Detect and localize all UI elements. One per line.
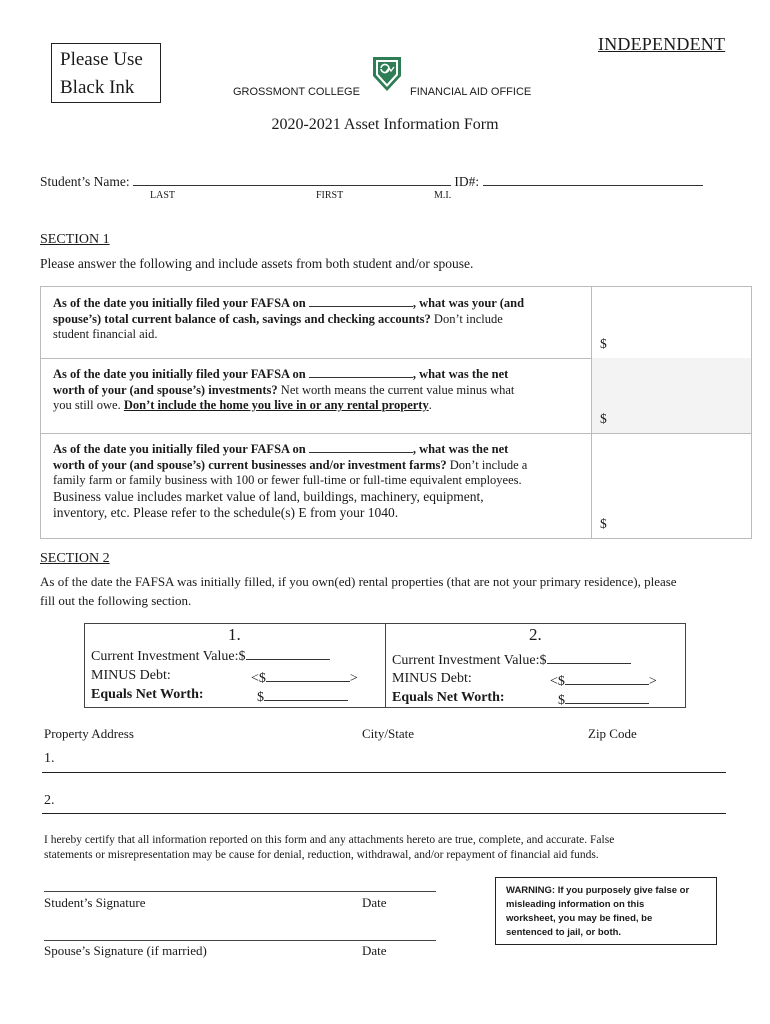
warning-box: WARNING: If you purposely give false or misleading information on this worksheet, you may be fined, be sentenced to jail, or both. [495,877,717,945]
current-investment-label: Current Investment Value:$ [91,646,330,665]
currency-symbol: $ [600,516,607,531]
net-worth-field[interactable]: $ [558,690,649,709]
question-business: As of the date you initially filed your FAFSA on , what was the net worth of your (and spouse’s) current businesses and/or investment farms? Don’t include a family farm or family business with 100 or fewer full-time or full-time equivalent employees. Business value includes market value of land, buildings, machinery, equipment, inventory, etc. Please refer to the schedule(s) E from your 1040. [53,442,528,520]
student-name-label: Student’s Name: [40,174,130,189]
student-id-field[interactable] [483,172,703,186]
current-investment-label: Current Investment Value:$ [392,650,631,669]
currency-symbol: $ [600,336,607,351]
property-2-values [385,624,686,707]
answer-investments-field[interactable] [591,358,751,433]
address-row-number: 1. [44,751,55,766]
rental-property-values-table [84,623,686,708]
certification-statement: I hereby certify that all information reported on this form and any attachments hereto are true, complete, and accurate. False statements or misrepresentation may be cause for denial, reduction, withdrawal, and/or repayment of financial aid funds. [44,834,615,861]
section1-heading: SECTION 1 [40,232,110,247]
property-address-header: Property Address [44,726,134,741]
name-sub-first: FIRST [316,190,344,201]
minus-debt-label: MINUS Debt: [392,671,472,686]
grossmont-college-shield-icon [372,56,402,92]
student-info-row [40,172,703,190]
address-row-number: 2. [44,793,55,808]
address-row-2-field[interactable] [42,812,726,814]
student-status-heading: INDEPENDENT [598,34,726,54]
student-signature-label: Student’s Signature [44,895,146,910]
student-signature-field[interactable] [44,890,436,892]
current-investment-field[interactable] [246,646,330,660]
answer-business-field[interactable] [591,433,751,538]
section2-intro-line1: As of the date the FAFSA was initially filled, if you own(ed) rental properties (that are not your primary residence), please [40,574,677,589]
currency-symbol: $ [600,411,607,426]
black-ink-notice [51,43,161,103]
current-investment-field[interactable] [547,650,631,664]
name-sub-mi: M.I. [434,190,452,201]
spouse-signature-field[interactable] [44,939,436,941]
section2-heading: SECTION 2 [40,551,110,566]
net-worth-label: Equals Net Worth: [91,687,204,702]
section1-intro: Please answer the following and include assets from both student and/or spouse. [40,256,474,271]
net-worth-label: Equals Net Worth: [392,690,505,705]
property-1-values [85,624,385,707]
student-date-label: Date [362,895,387,910]
name-sub-last: LAST [150,190,175,201]
answer-cash-field[interactable] [591,287,751,358]
ink-notice-line2: Black Ink [60,77,135,98]
section1-asset-table [40,286,752,539]
spouse-date-label: Date [362,943,387,958]
net-worth-field[interactable]: $ [257,687,348,706]
form-title: 2020-2021 Asset Information Form [271,116,499,133]
question-row-business [41,433,751,538]
address-row-1-field[interactable] [42,771,726,773]
section2-intro-line2: fill out the following section. [40,593,192,608]
minus-debt-label: MINUS Debt: [91,668,171,683]
property-number: 1. [228,625,241,644]
student-name-field[interactable] [133,172,451,186]
student-id-label: ID#: [454,174,480,189]
spouse-signature-label: Spouse’s Signature (if married) [44,943,207,958]
question-row-cash [41,287,751,359]
city-state-header: City/State [362,726,414,741]
question-investments: As of the date you initially filed your FAFSA on , what was the net worth of your (and spouse’s) investments? Net worth means the current value minus what you still owe. Don’t include the home you live in or any rental property. [53,367,515,412]
property-number: 2. [529,625,542,644]
zip-code-header: Zip Code [588,726,637,741]
office-name: FINANCIAL AID OFFICE [410,86,532,98]
college-name: GROSSMONT COLLEGE [233,86,360,98]
minus-debt-field[interactable]: <$ > [251,668,358,687]
question-cash: As of the date you initially filed your FAFSA on , what was your (and spouse’s) total current balance of cash, savings and checking accounts? Don’t include student financial aid. [53,296,525,341]
ink-notice-line1: Please Use [60,49,143,70]
question-row-investments [41,358,751,434]
minus-debt-field[interactable]: <$ > [550,671,657,690]
